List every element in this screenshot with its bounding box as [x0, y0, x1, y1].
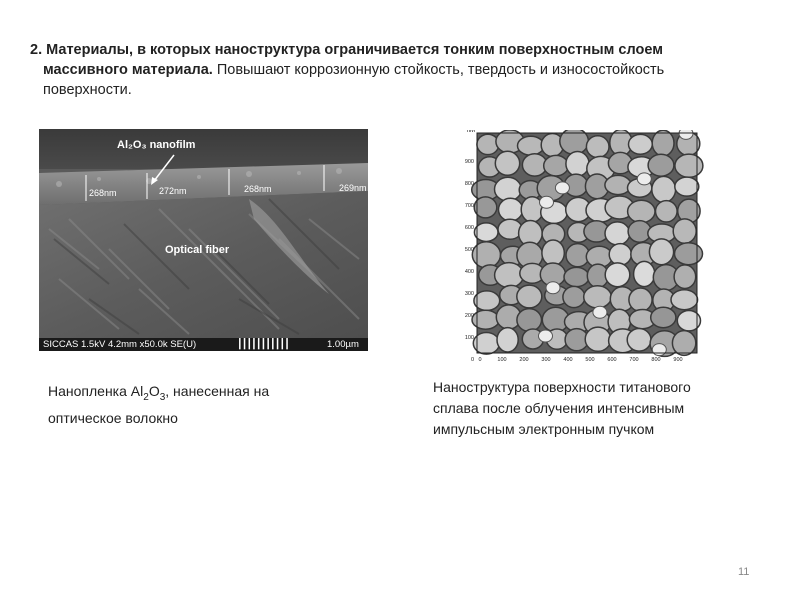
afm-grain	[517, 309, 542, 332]
afm-grain	[605, 222, 630, 245]
afm-grain-highlight	[546, 282, 560, 294]
afm-grain	[495, 151, 519, 175]
afm-grain	[518, 136, 544, 155]
caption-right-line-3: импульсным электронным пучком	[433, 421, 655, 437]
caption-left	[48, 381, 348, 429]
caption-left-mid: O	[148, 383, 160, 399]
caption-right-line-1: Наноструктура поверхности титанового	[433, 379, 691, 395]
afm-grain	[652, 130, 674, 156]
afm-grain-highlight	[593, 306, 607, 318]
afm-grain	[675, 177, 699, 196]
afm-x-tick: 200	[519, 357, 529, 362]
afm-x-tick: 400	[563, 357, 573, 362]
heading-normal-text-2: поверхности.	[43, 82, 132, 98]
afm-grain	[629, 134, 653, 154]
afm-x-tick: 600	[607, 357, 617, 362]
afm-grain-highlight	[637, 173, 651, 185]
afm-grain-highlight	[539, 330, 553, 342]
afm-grain	[649, 239, 673, 265]
afm-grain	[628, 200, 655, 222]
afm-grain	[675, 243, 703, 265]
sem-info-bar	[39, 338, 368, 351]
afm-grain	[564, 267, 589, 286]
sem-micrograph	[39, 129, 368, 351]
afm-x-tick: 700	[629, 357, 639, 362]
heading-normal-text: Повышают коррозионную стойкость, твердость и износостойкость	[212, 62, 665, 78]
afm-grain	[585, 327, 611, 351]
afm-y-tick: 800	[464, 181, 474, 187]
afm-grain	[495, 177, 522, 201]
heading-number: 2.	[30, 42, 43, 58]
page-number: 11	[738, 566, 750, 578]
afm-x-tick: 100	[497, 357, 507, 362]
afm-y-tick: 0	[470, 357, 474, 362]
afm-y-tick: 500	[464, 247, 474, 253]
caption-left-line-2: оптическое волокно	[48, 409, 178, 426]
heading-bold-text-2: массивного материала.	[43, 62, 213, 78]
afm-grain	[634, 261, 655, 286]
heading-bold-text-1: Материалы, в которых наноструктура ограничивается тонким поверхностным слоем	[46, 42, 663, 58]
afm-x-tick: 900	[673, 357, 683, 362]
thickness-label-1: 268nm	[89, 188, 117, 198]
afm-grain	[474, 223, 498, 242]
afm-grain	[627, 329, 651, 352]
afm-grain	[499, 198, 523, 221]
afm-grain	[609, 244, 631, 266]
caption-right-line-2: сплава после облучения интенсивным	[433, 400, 685, 416]
afm-grain	[651, 307, 676, 327]
afm-y-tick: 100	[464, 335, 474, 341]
caption-left-sub-1: 2	[143, 391, 149, 403]
caption-right	[433, 377, 753, 440]
sem-parameters: SICCAS 1.5kV 4.2mm x50.0k SE(U)	[43, 339, 197, 350]
afm-grain	[474, 197, 497, 218]
afm-grain	[675, 154, 703, 177]
afm-grain-highlight	[555, 182, 569, 194]
afm-x-tick: 300	[541, 357, 551, 362]
thickness-label-3: 268nm	[244, 184, 272, 194]
afm-image	[455, 130, 705, 362]
afm-grain	[672, 331, 695, 356]
caption-left-text-a: Нанопленка Al	[48, 383, 144, 399]
afm-grain	[605, 263, 630, 287]
thickness-label-4: 269nm	[339, 183, 367, 193]
afm-grain	[497, 328, 518, 352]
afm-grain	[671, 290, 698, 310]
afm-x-tick: 800	[651, 357, 661, 362]
afm-grain-highlight	[540, 196, 554, 208]
afm-grain	[542, 240, 564, 266]
afm-y-tick: 300	[464, 291, 474, 297]
scale-bar-ticks: ┃┃┃┃┃┃┃┃┃┃┃	[237, 339, 289, 350]
afm-grain-highlight	[652, 344, 666, 356]
scale-bar-label: 1.00µm	[327, 339, 359, 350]
afm-grain	[652, 176, 676, 202]
afm-y-tick: 200	[464, 313, 474, 319]
afm-graphic	[455, 130, 705, 362]
afm-grain	[673, 219, 696, 243]
slide-heading	[30, 40, 770, 100]
afm-grain	[474, 291, 500, 311]
caption-left-sub-2: 3	[159, 391, 166, 403]
afm-y-tick: 700	[464, 203, 474, 209]
afm-unit-label: nM	[466, 130, 475, 134]
afm-grain	[586, 136, 609, 158]
afm-grain	[566, 152, 589, 177]
afm-grain	[544, 155, 569, 176]
afm-grain-highlight	[679, 130, 693, 139]
afm-grain	[517, 285, 542, 308]
afm-grain	[605, 175, 631, 194]
afm-y-tick: 600	[464, 225, 474, 231]
fiber-label: Optical fiber	[165, 244, 230, 256]
afm-grain	[629, 288, 652, 311]
afm-x-tick: 0	[478, 357, 482, 362]
afm-grain	[648, 154, 674, 176]
afm-grain	[472, 310, 499, 329]
sem-image-graphic	[39, 129, 368, 351]
caption-left-text-b: , нанесенная на	[165, 383, 270, 399]
afm-grain	[563, 286, 585, 307]
afm-grain	[674, 265, 696, 289]
afm-grain	[584, 286, 612, 308]
thickness-label-2: 272nm	[159, 186, 187, 196]
afm-y-tick: 900	[464, 159, 474, 165]
heading-line-2	[30, 60, 770, 80]
afm-grain	[656, 201, 678, 222]
afm-y-tick: 400	[464, 269, 474, 275]
film-label: Al₂O₃ nanofilm	[117, 139, 196, 151]
afm-grain	[560, 130, 589, 154]
afm-x-tick: 500	[585, 357, 595, 362]
